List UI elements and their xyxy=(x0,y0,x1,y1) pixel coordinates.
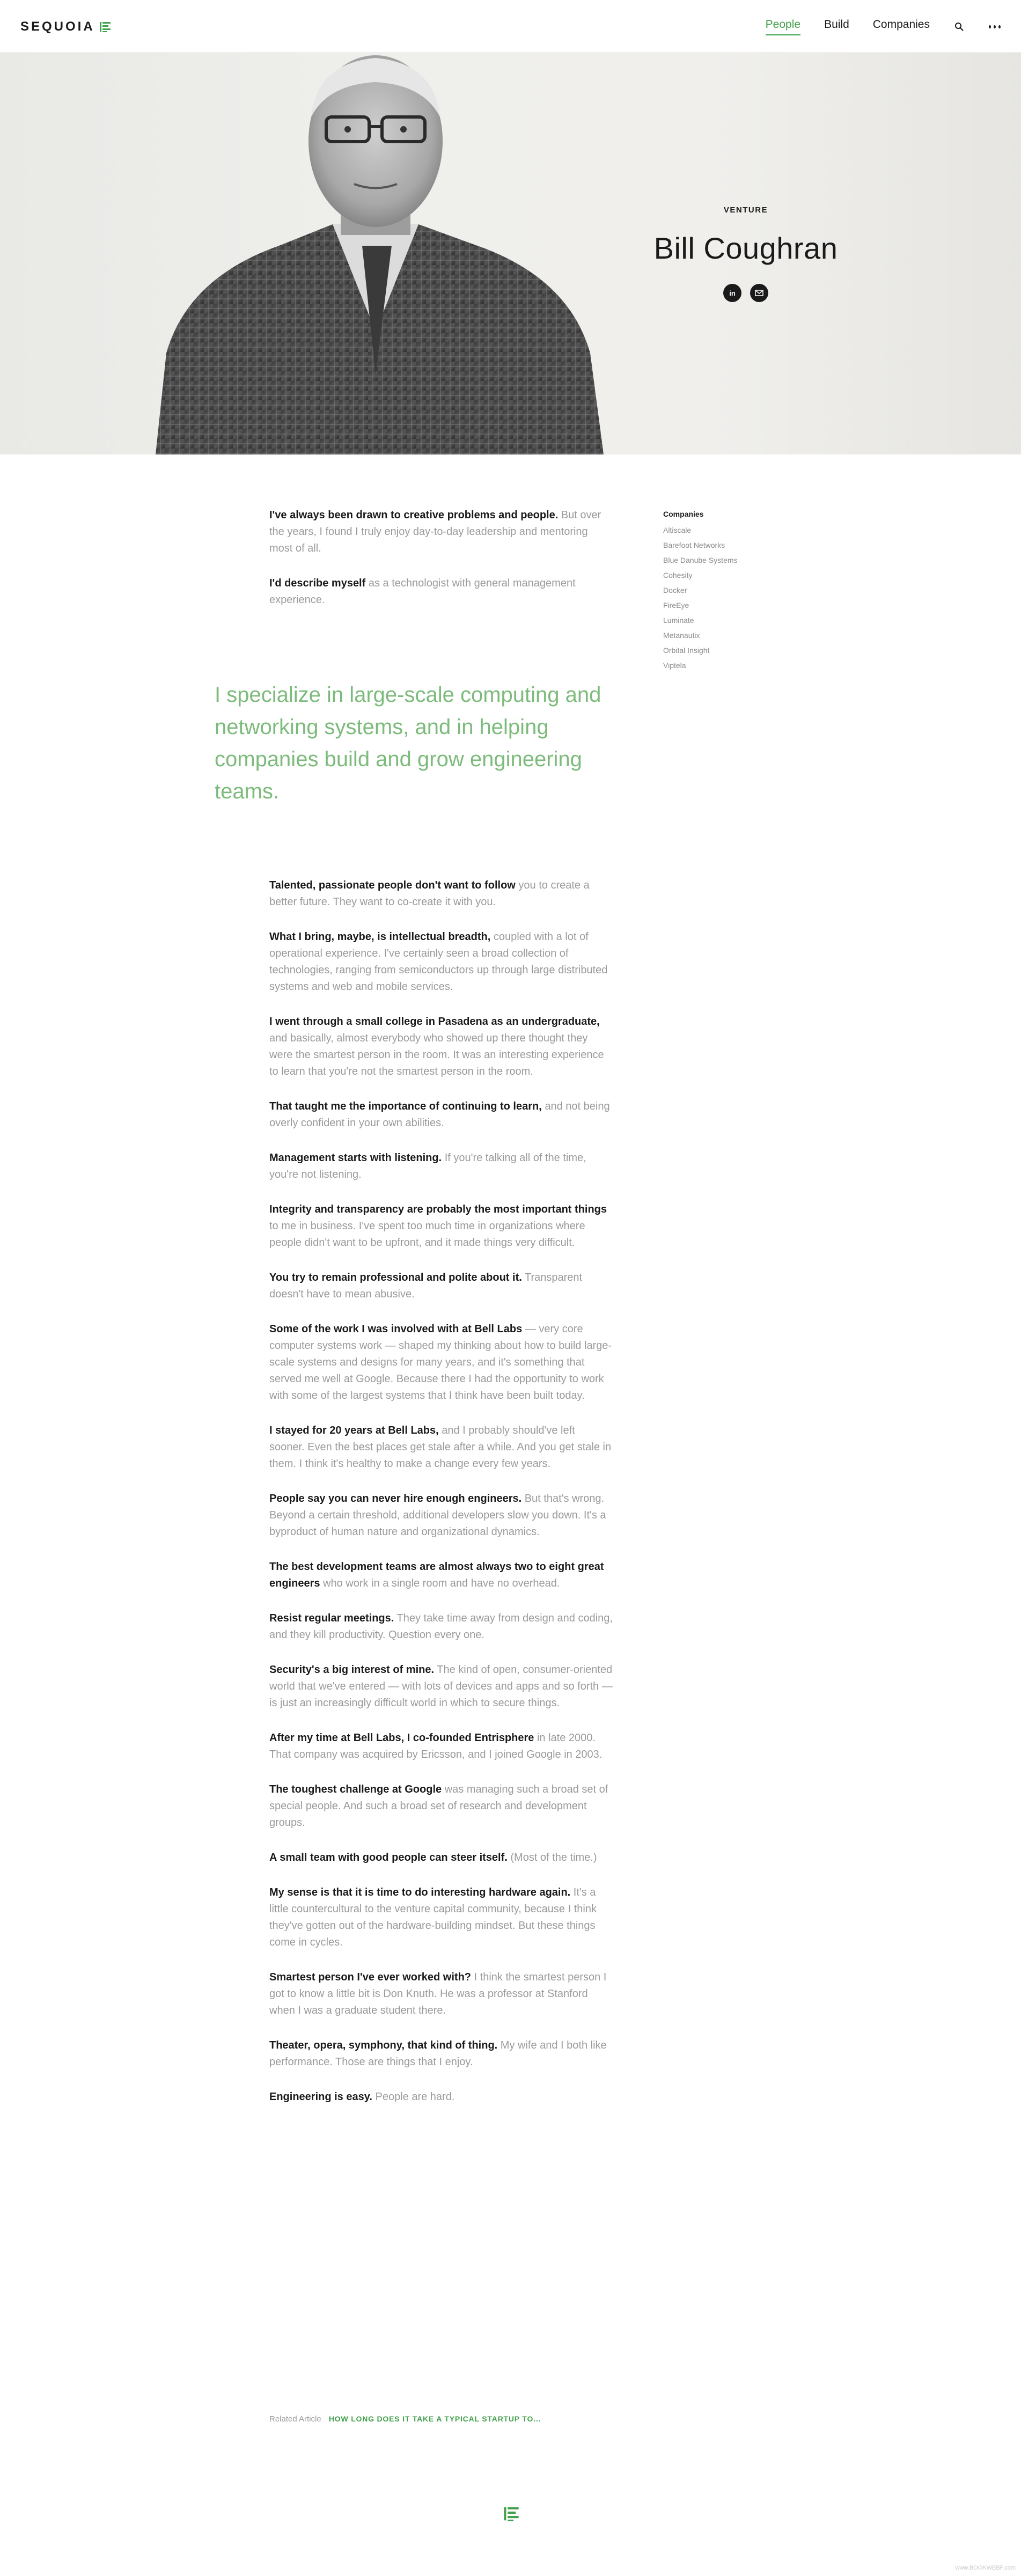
body-paragraph: Management starts with listening. If you're talking all of the time, you're not listening. xyxy=(269,1152,586,1180)
body-section xyxy=(269,877,613,2124)
sequoia-logo[interactable] xyxy=(20,19,111,34)
companies-sidebar xyxy=(663,510,803,673)
intro-paragraph: I'd describe myself as a technologist with general management experience. xyxy=(269,577,576,606)
company-link[interactable]: Metanautix xyxy=(663,631,700,640)
body-paragraph: People say you can never hire enough engineers. But that's wrong. Beyond a certain threshold, additional developers slow you down. It's a byproduct of human nature and organizational dynamics. xyxy=(269,1493,606,1538)
company-link[interactable]: Altiscale xyxy=(663,526,692,534)
main-nav xyxy=(766,18,1001,35)
body-paragraph: Theater, opera, symphony, that kind of thing. My wife and I both like performance. Those are things that I enjoy. xyxy=(269,2039,607,2068)
body-paragraph: Engineering is easy. People are hard. xyxy=(269,2091,455,2103)
logo-wordmark: SEQUOIA xyxy=(20,19,95,34)
body-paragraph: Some of the work I was involved with at Bell Labs — very core computer systems work — shaped my thinking about how to build large-scale systems and designs for many years, and it's something that served me well at Google. Because there I had the opportunity to work with some of the largest systems that I think have been built today. xyxy=(269,1323,612,1401)
company-link[interactable]: FireEye xyxy=(663,601,689,610)
body-paragraph: Talented, passionate people don't want to follow you to create a better future. They want to co-create it with you. xyxy=(269,879,590,908)
company-link[interactable]: Barefoot Networks xyxy=(663,541,725,549)
portrait-photo xyxy=(156,53,655,454)
body-paragraph: After my time at Bell Labs, I co-founded Entrisphere in late 2000. That company was acquired by Ericsson, and I joined Google in 2003. xyxy=(269,1732,603,1760)
body-paragraph: Smartest person I've ever worked with? I think the smartest person I got to know a little bit is Don Knuth. He was a professor at Stanford when I was a graduate student there. xyxy=(269,1971,607,2016)
body-paragraph: I stayed for 20 years at Bell Labs, and I probably should've left sooner. Even the best places get stale after a while. And you get stale in them. I think it's healthy to make a change every few years. xyxy=(269,1425,612,1470)
sequoia-leaf-icon xyxy=(99,21,111,33)
linkedin-icon[interactable]: in xyxy=(723,284,741,302)
company-link[interactable]: Docker xyxy=(663,586,687,595)
body-paragraph: The best development teams are almost always two to eight great engineers who work in a single room and have no overhead. xyxy=(269,1561,604,1589)
body-paragraph: Security's a big interest of mine. The kind of open, consumer-oriented world that we've entered — with lots of devices and apps and so forth — is just an increasingly difficult world in which to secure things. xyxy=(269,1664,613,1709)
nav-companies[interactable]: Companies xyxy=(872,18,930,31)
sequoia-leaf-icon[interactable] xyxy=(503,2506,519,2522)
body-paragraph: Integrity and transparency are probably the most important things to me in business. I've spent too much time in organizations where people didn't want to be upfront, and it made things very difficult. xyxy=(269,1203,607,1249)
email-icon[interactable] xyxy=(750,284,768,302)
body-paragraph: I went through a small college in Pasadena as an undergraduate, and basically, almost everybody who showed up there thought they were the smartest person in the room. It was an interesting experience to learn that you're not the smartest person in the room. xyxy=(269,1016,604,1077)
profile-info xyxy=(633,206,858,302)
sidebar-title: Companies xyxy=(663,510,704,518)
person-name: Bill Coughran xyxy=(653,231,838,265)
pull-quote: I specialize in large-scale computing and networking systems, and in helping companies build and grow engineering teams. xyxy=(215,683,601,803)
company-link[interactable]: Viptela xyxy=(663,661,686,670)
social-links xyxy=(633,284,858,302)
site-header xyxy=(0,0,1021,53)
body-paragraph: What I bring, maybe, is intellectual breadth, coupled with a lot of operational experience. I've certainly seen a broad collection of technologies, ranging from semiconductors up through large distributed systems and web and mobile services. xyxy=(269,931,608,993)
more-menu-icon[interactable] xyxy=(989,21,1001,33)
company-link[interactable]: Cohesity xyxy=(663,571,693,579)
related-label: Related Article xyxy=(269,2414,321,2424)
team-label: VENTURE xyxy=(723,206,768,215)
search-icon[interactable] xyxy=(953,21,965,33)
profile-hero xyxy=(0,53,1021,454)
company-link[interactable]: Blue Danube Systems xyxy=(663,556,738,564)
body-paragraph: Resist regular meetings. They take time away from design and coding, and they kill productivity. Question every one. xyxy=(269,1612,613,1641)
watermark-credit: www.BOOKWEBF.com xyxy=(955,2565,1016,2571)
intro-paragraph: I've always been drawn to creative problems and people. But over the years, I found I truly enjoy day-to-day leadership and mentoring most of all. xyxy=(269,509,601,554)
intro-section xyxy=(269,507,613,627)
body-paragraph: The toughest challenge at Google was managing such a broad set of special people. And such a broad set of research and development groups. xyxy=(269,1784,608,1829)
company-link[interactable]: Luminate xyxy=(663,616,694,625)
company-link[interactable]: Orbital Insight xyxy=(663,646,710,655)
nav-people[interactable]: People xyxy=(766,18,800,35)
related-article-link[interactable]: HOW LONG DOES IT TAKE A TYPICAL STARTUP TO... xyxy=(328,2414,541,2423)
body-paragraph: You try to remain professional and polite about it. Transparent doesn't have to mean abusive. xyxy=(269,1272,583,1300)
body-paragraph: A small team with good people can steer itself. (Most of the time.) xyxy=(269,1852,597,1863)
body-paragraph: That taught me the importance of continuing to learn, and not being overly confident in your own abilities. xyxy=(269,1100,610,1129)
related-article xyxy=(269,2414,541,2424)
nav-build[interactable]: Build xyxy=(824,18,849,31)
body-paragraph: My sense is that it is time to do interesting hardware again. It's a little countercultural to the venture capital community, because I think they've gotten out of the hardware-building mindset. But these things come in cycles. xyxy=(269,1887,597,1948)
